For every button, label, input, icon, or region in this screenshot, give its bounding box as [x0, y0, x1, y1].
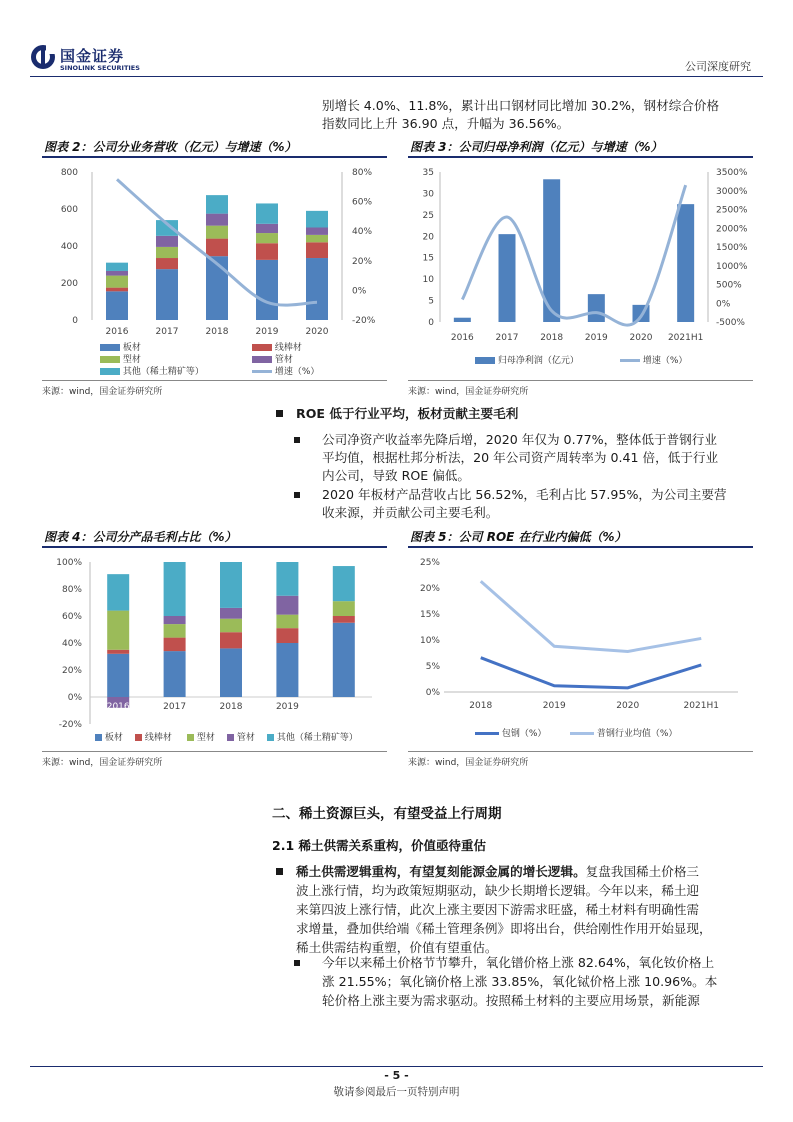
- fig2-y2tick-label: 20%: [352, 256, 373, 267]
- fig2-bar-segment: [206, 214, 228, 226]
- fig3-xtick-label: 2020: [629, 333, 653, 343]
- fig3-y2tick-label: 3000%: [716, 186, 748, 197]
- fig2-ytick-label: 200: [60, 279, 78, 289]
- fig5-title: 图表 5：公司 ROE 在行业内偏低（%）: [410, 530, 627, 544]
- fig5-series-line: [481, 658, 702, 688]
- fig5-xtick-label: 2021H1: [683, 701, 719, 711]
- fig2-legend-item-s4: 其他（稀土精矿等）: [100, 364, 204, 377]
- fig2-bottom-rule: [42, 380, 387, 381]
- legend-swatch: [100, 368, 120, 375]
- company-logo: [30, 44, 150, 76]
- fig3-y2tick-label: 0%: [716, 299, 731, 310]
- fig3-ytick-label: 30: [422, 189, 434, 200]
- fig4-bar-segment: [333, 601, 355, 616]
- fig2-bar-segment: [306, 242, 328, 258]
- fig2-ytick-label: 800: [60, 168, 78, 178]
- fig4-legend-item-s4: 其他（稀土精矿等）: [267, 730, 358, 743]
- roe-bullet-2-marker: [294, 492, 300, 498]
- fig4-bar-segment: [220, 608, 242, 619]
- fig4-bar-segment: [107, 611, 129, 650]
- report-type-label: 公司深度研究: [685, 60, 751, 73]
- fig5-ytick-label: 20%: [419, 584, 440, 594]
- fig3-chart: [408, 160, 753, 346]
- fig2-legend-item-line: 增速（%）: [252, 364, 319, 377]
- fig2-bar-segment: [256, 233, 278, 243]
- fig4-ytick-label: 0%: [67, 693, 82, 703]
- fig4-ytick-label: 40%: [61, 639, 82, 649]
- section2-sub-bullet-line-1: 今年以来稀土价格节节攀升，氧化镨价格上涨 82.64%，氧化钕价格上: [322, 955, 715, 970]
- fig2-bar-segment: [156, 247, 178, 258]
- legend-swatch: [252, 356, 272, 363]
- fig4-bar-segment: [107, 574, 129, 610]
- fig2-legend-item-s1: 线棒材: [252, 340, 302, 353]
- fig4-bar-segment: [164, 651, 186, 697]
- fig4-xtick-label: 2017: [163, 702, 187, 712]
- page-number: - 5 -: [384, 1069, 409, 1082]
- roe-bullet-1-marker: [294, 437, 300, 443]
- roe-bullet-2-line-1: 2020 年板材产品营收占比 56.52%，毛利占比 57.95%，为公司主要营: [322, 487, 727, 502]
- fig2-bar-segment: [156, 258, 178, 269]
- fig5-chart: [408, 552, 753, 718]
- fig4-bar-segment: [276, 615, 298, 629]
- legend-swatch: [252, 344, 272, 351]
- fig4-legend-item-s2: 型材: [187, 730, 215, 743]
- fig4-legend-item-s1: 线棒材: [135, 730, 172, 743]
- section2-para-line-3: 来第四波上涨行情，此次上涨主要因下游需求旺盛，稀土材料有明确性需: [296, 902, 699, 917]
- fig3-bar: [677, 204, 694, 322]
- section2-para-line-2: 波上涨行情，均为政策短期驱动，缺少长期增长逻辑。今年以来，稀土迎: [296, 883, 699, 898]
- legend-swatch: [475, 732, 499, 735]
- fig2-title: 图表 2：公司分业务营收（亿元）与增速（%）: [44, 140, 297, 154]
- fig4-bar-segment: [164, 638, 186, 652]
- fig5-xtick-label: 2018: [469, 701, 493, 711]
- section-2-1-heading: 2.1 稀土供需关系重构，价值亟待重估: [272, 838, 486, 853]
- roe-bullet-2-line-2: 收来源，并贡献公司主要毛利。: [322, 505, 499, 520]
- fig4-bar-segment: [220, 562, 242, 608]
- section2-para-line-1-rest: 复盘我国稀土价格三: [585, 864, 699, 879]
- fig5-source: 来源：wind，国金证券研究所: [408, 758, 529, 768]
- fig4-bar-segment: [107, 654, 129, 697]
- fig4-bar-segment: [276, 562, 298, 596]
- fig4-bar-segment: [164, 562, 186, 616]
- fig5-bottom-rule: [408, 751, 753, 752]
- fig4-xtick-label: 2018: [219, 702, 243, 712]
- section2-para-line-1: [296, 862, 699, 881]
- footer-disclaimer: 敬请参阅最后一页特别声明: [333, 1086, 460, 1098]
- fig2-legend-item-s0: 板材: [100, 340, 141, 353]
- fig5-ytick-label: 15%: [419, 610, 440, 620]
- fig2-bar-segment: [156, 269, 178, 320]
- fig4-ytick-label: -20%: [58, 720, 82, 730]
- fig5-top-rule: [408, 546, 753, 548]
- fig2-y2tick-label: 80%: [352, 168, 373, 178]
- fig4-bar-segment: [220, 648, 242, 697]
- logo-mark-icon: [30, 44, 56, 70]
- fig2-ytick-label: 400: [60, 242, 78, 252]
- fig2-bar-segment: [256, 224, 278, 233]
- fig2-bar-segment: [256, 243, 278, 260]
- legend-swatch: [100, 344, 120, 351]
- section2-para-lead: 稀土供需逻辑重构，有望复刻能源金属的增长逻辑。: [296, 864, 586, 879]
- fig2-source: 来源：wind，国金证券研究所: [42, 387, 163, 397]
- fig3-legend: [475, 353, 735, 367]
- legend-swatch: [570, 732, 594, 735]
- fig3-ytick-label: 0: [428, 318, 434, 328]
- fig3-ytick-label: 20: [422, 232, 434, 243]
- fig3-ytick-label: 35: [422, 168, 434, 178]
- fig2-bar-segment: [206, 195, 228, 214]
- intro-line-1: 别增长 4.0%、11.8%，累计出口钢材同比增加 30.2%，钢材综合价格: [322, 98, 720, 113]
- fig2-bar-segment: [106, 271, 128, 276]
- fig3-bar: [454, 318, 471, 322]
- fig3-bottom-rule: [408, 380, 753, 381]
- roe-heading-bullet: [276, 410, 283, 417]
- fig3-xtick-label: 2019: [584, 333, 608, 343]
- fig2-top-rule: [42, 156, 387, 158]
- legend-swatch: [100, 356, 120, 363]
- logo-english-name: SINOLINK SECURITIES: [60, 64, 140, 72]
- fig2-bar-segment: [256, 260, 278, 320]
- legend-swatch: [227, 734, 234, 741]
- fig5-legend-item-a: 包钢（%）: [475, 726, 546, 739]
- fig4-bar-segment: [107, 650, 129, 654]
- fig3-xtick-label: 2017: [495, 333, 519, 343]
- roe-heading: ROE 低于行业平均，板材贡献主要毛利: [296, 406, 519, 421]
- fig4-bar-segment: [220, 632, 242, 648]
- fig3-y2tick-label: 1500%: [716, 243, 748, 253]
- fig2-bar-segment: [306, 258, 328, 320]
- fig2-legend: [100, 340, 370, 378]
- section2-sub-bullet-line-3: 轮价格上涨主要为需求驱动。按照稀土材料的主要应用场景，新能源: [322, 993, 700, 1008]
- section2-sub-bullet-marker: [294, 960, 300, 966]
- fig3-xtick-label: 2016: [450, 333, 474, 343]
- legend-swatch: [267, 734, 274, 741]
- fig5-series-line: [481, 581, 702, 651]
- fig5-xtick-label: 2019: [542, 701, 566, 711]
- fig3-y2tick-label: -500%: [716, 318, 745, 328]
- roe-bullet-1-line-3: 内公司，导致 ROE 偏低。: [322, 468, 470, 483]
- fig3-ytick-label: 10: [422, 275, 434, 286]
- fig5-ytick-label: 10%: [419, 636, 440, 646]
- legend-swatch: [475, 357, 495, 364]
- header-divider: [30, 76, 763, 77]
- fig4-ytick-label: 60%: [61, 612, 82, 622]
- intro-line-2: 指数同比上升 36.90 点，升幅为 36.56%。: [322, 116, 570, 131]
- fig4-bar-segment: [220, 619, 242, 633]
- fig4-legend-item-s0: 板材: [95, 730, 123, 743]
- fig5-ytick-label: 5%: [425, 662, 440, 672]
- fig3-y2tick-label: 3500%: [716, 168, 748, 178]
- fig3-source: 来源：wind，国金证券研究所: [408, 387, 529, 397]
- legend-swatch: [187, 734, 194, 741]
- section2-bullet-marker: [276, 868, 283, 875]
- fig4-legend-item-s3: 管材: [227, 730, 255, 743]
- fig3-ytick-label: 25: [422, 210, 434, 221]
- fig3-ytick-label: 15: [422, 253, 434, 264]
- fig2-bar-segment: [106, 288, 128, 292]
- fig3-xtick-label: 2021H1: [667, 333, 704, 343]
- fig2-bar-segment: [306, 235, 328, 242]
- fig4-top-rule: [42, 546, 387, 548]
- fig2-xtick-label: 2020: [305, 327, 329, 337]
- fig2-bar-segment: [206, 226, 228, 239]
- fig5-legend-item-b: 普钢行业均值（%）: [570, 726, 677, 739]
- legend-swatch: [135, 734, 142, 741]
- fig2-bar-segment: [106, 291, 128, 320]
- fig2-bar-segment: [256, 203, 278, 223]
- legend-swatch: [95, 734, 102, 741]
- fig2-xtick-label: 2017: [155, 327, 179, 337]
- fig2-xtick-label: 2016: [105, 327, 129, 337]
- fig3-bar: [588, 294, 605, 322]
- fig5-ytick-label: 25%: [419, 558, 440, 568]
- fig4-ytick-label: 80%: [61, 585, 82, 595]
- fig3-legend-item-line: 增速（%）: [620, 353, 687, 366]
- fig2-y2tick-label: 60%: [352, 197, 373, 208]
- fig4-xtick-label: 2016: [106, 702, 130, 712]
- legend-swatch: [252, 370, 272, 373]
- fig4-xtick-label: 2020: [332, 702, 356, 712]
- fig2-legend-item-s3: 管材: [252, 352, 293, 365]
- fig2-bar-segment: [156, 236, 178, 247]
- fig3-legend-item-bar: 归母净利润（亿元）: [475, 353, 579, 366]
- fig5-legend: [475, 726, 735, 740]
- fig4-bar-segment: [276, 596, 298, 615]
- fig3-y2tick-label: 2500%: [716, 205, 748, 216]
- logo-chinese-name: 国金证券: [60, 47, 125, 65]
- fig2-bar-segment: [106, 276, 128, 288]
- fig2-bar-segment: [206, 256, 228, 320]
- fig2-xtick-label: 2018: [205, 327, 229, 337]
- fig4-bar-segment: [333, 566, 355, 601]
- fig4-bar-segment: [333, 623, 355, 697]
- section2-para-line-4: 求增量，叠加供给端《稀土管理条例》即将出台，供给刚性作用开始显现，: [296, 921, 712, 936]
- fig3-bar: [499, 234, 516, 322]
- fig3-title: 图表 3：公司归母净利润（亿元）与增速（%）: [410, 140, 663, 154]
- fig4-ytick-label: 20%: [61, 666, 82, 676]
- fig2-bar-segment: [106, 263, 128, 271]
- fig5-xtick-label: 2020: [616, 701, 640, 711]
- fig2-y2tick-label: -20%: [352, 316, 376, 326]
- fig2-ytick-label: 600: [60, 205, 78, 215]
- fig2-y2tick-label: 0%: [352, 286, 367, 297]
- fig4-source: 来源：wind，国金证券研究所: [42, 758, 163, 768]
- fig4-xtick-label: 2019: [275, 702, 299, 712]
- fig4-bar-segment: [276, 628, 298, 643]
- fig4-bar-segment: [164, 616, 186, 624]
- fig3-ytick-label: 5: [428, 296, 434, 307]
- fig4-title: 图表 4：公司分产品毛利占比（%）: [44, 530, 237, 544]
- section2-sub-bullet-line-2: 涨 21.55%；氧化镝价格上涨 33.85%，氧化铽价格上涨 10.96%。本: [322, 974, 718, 989]
- fig4-legend: [95, 730, 385, 744]
- fig4-bar-segment: [333, 616, 355, 623]
- fig3-xtick-label: 2018: [540, 333, 564, 343]
- fig2-ytick-label: 0: [72, 316, 78, 326]
- section2-para-line-5: 稀土供需结构重塑，价值有望重估。: [296, 940, 498, 955]
- fig3-top-rule: [408, 156, 753, 158]
- fig4-bottom-rule: [42, 751, 387, 752]
- fig2-bar-segment: [306, 228, 328, 235]
- fig3-y2tick-label: 500%: [716, 280, 742, 291]
- roe-bullet-1-line-2: 平均值，根据杜邦分析法，20 年公司资产周转率为 0.41 倍，低于行业: [322, 450, 719, 465]
- fig4-ytick-label: 100%: [56, 558, 82, 568]
- legend-swatch: [620, 359, 640, 362]
- footer-divider: [30, 1066, 763, 1067]
- fig2-chart: [42, 160, 387, 342]
- roe-bullet-1-line-1: 公司净资产收益率先降后增，2020 年仅为 0.77%，整体低于普钢行业: [322, 432, 717, 447]
- fig3-growth-line: [462, 185, 685, 325]
- fig2-bar-segment: [306, 211, 328, 228]
- fig5-ytick-label: 0%: [425, 688, 440, 698]
- fig3-y2tick-label: 2000%: [716, 224, 748, 235]
- fig2-y2tick-label: 40%: [352, 227, 373, 238]
- fig3-y2tick-label: 1000%: [716, 261, 748, 272]
- fig4-bar-segment: [164, 624, 186, 638]
- fig4-bar-segment: [276, 643, 298, 697]
- fig2-bar-segment: [206, 239, 228, 257]
- section-2-heading: 二、稀土资源巨头，有望受益上行周期: [272, 806, 502, 822]
- fig4-chart: [42, 552, 387, 730]
- fig2-legend-item-s2: 型材: [100, 352, 141, 365]
- fig2-xtick-label: 2019: [255, 327, 279, 337]
